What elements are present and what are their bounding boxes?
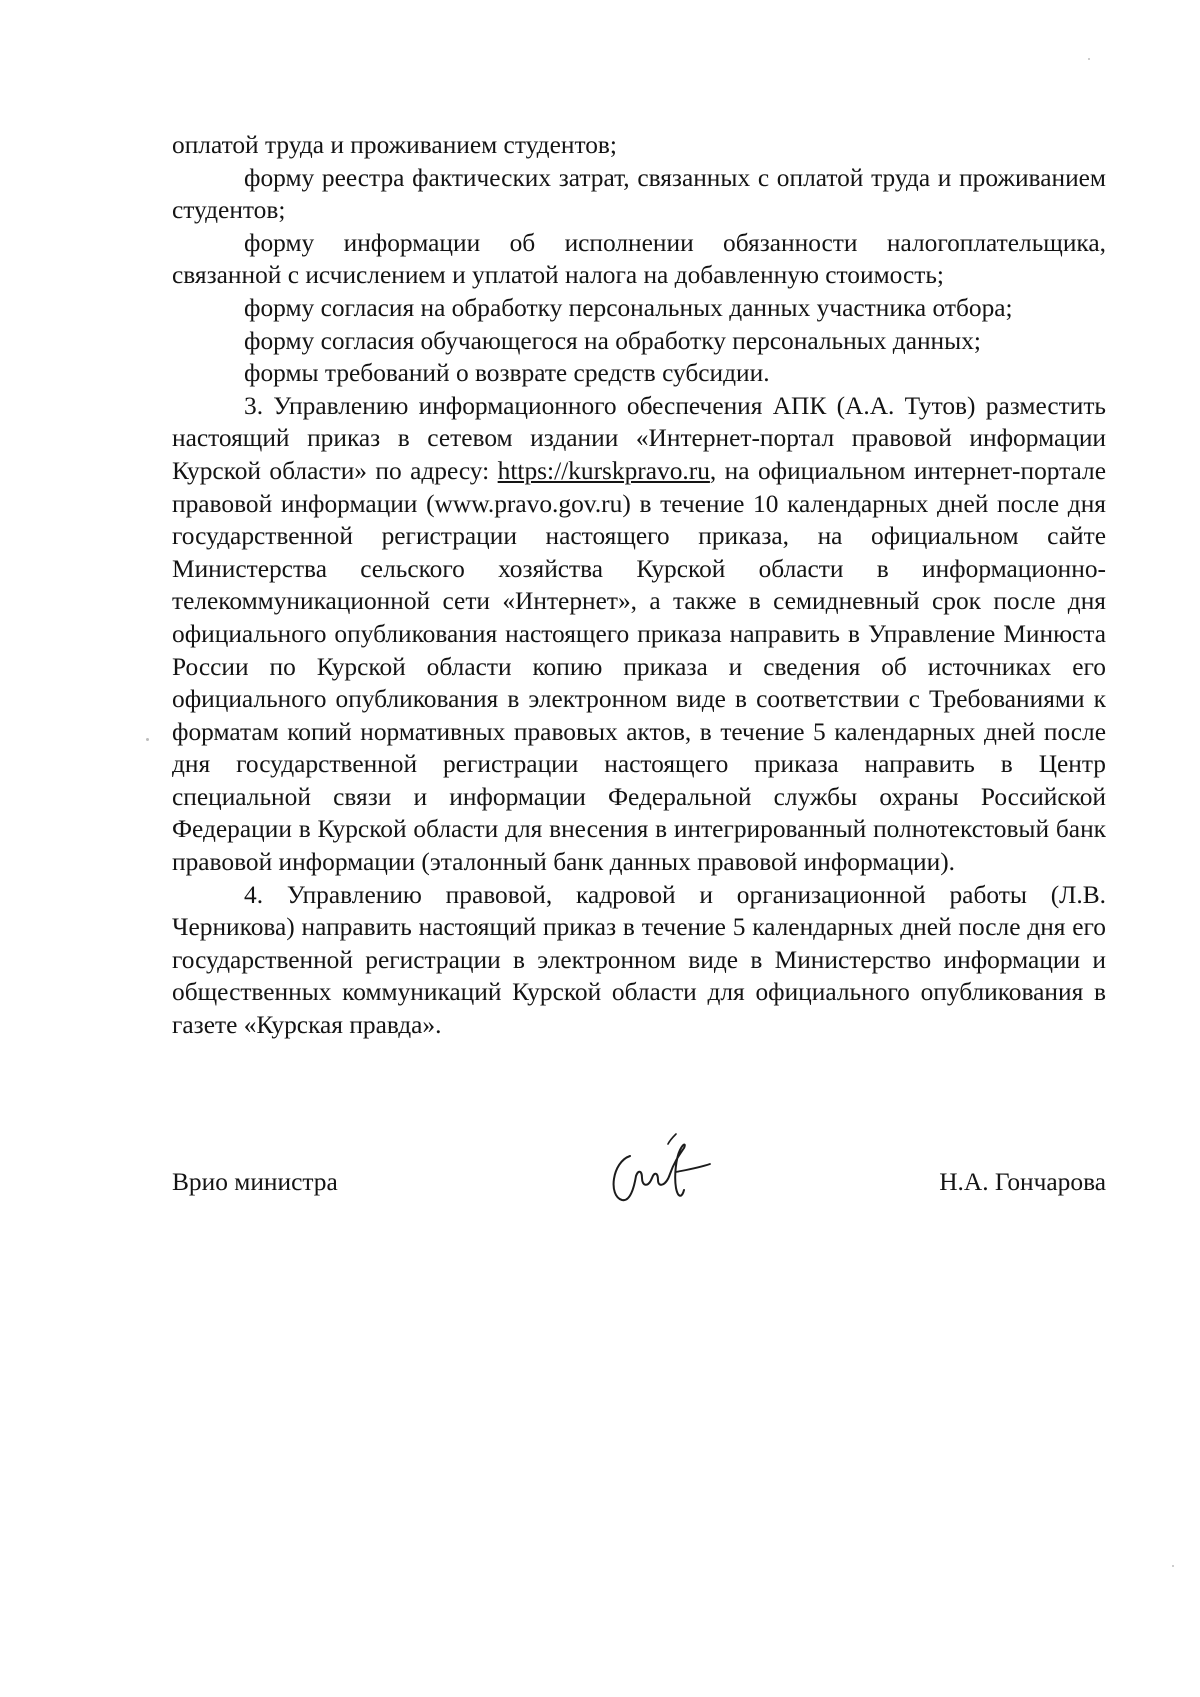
paragraph-text: форму информации об исполнении обязанности налогоплательщика, связанной с исчислением и уплатой налога на добавленную стоимость; — [172, 228, 1106, 290]
paragraph — [172, 227, 1106, 292]
paragraph-text: оплатой труда и проживанием студентов; — [172, 131, 617, 159]
paragraph-text: формы требований о возврате средств субсидии. — [244, 359, 770, 388]
scan-speck — [146, 738, 149, 741]
scan-speck — [1172, 1565, 1174, 1567]
paragraph-text: , на официальном интернет-портале правовой информации (www.pravo.gov.ru) в течение 10 календарных дней после дня государственной регистрации настоящего приказа, на официальном сайте Министерства сельского хозяйства Курской области в информационно-телекоммуникационной сети «Интернет», а также в семидневный срок после дня официального опубликования настоящего приказа направить в Управление Минюста России по Курской области копию приказа и сведения об источниках его официального опубликования в электронном виде в соответствии с Требованиями к форматам копий нормативных правовых актов, в течение 5 календарных дней после дня государственной регистрации настоящего приказа направить в Центр специальной связи и информации Федеральной службы охраны Российской Федерации в Курской области для внесения в интегрированный полнотекстовый банк правовой информации (эталонный банк данных правовой информации). — [172, 456, 1106, 877]
signatory-name: Н.А. Гончарова — [939, 1168, 1106, 1196]
paragraph — [172, 162, 1106, 227]
paragraph-text: форму согласия на обработку персональных данных участника отбора; — [244, 293, 1013, 322]
paragraph — [172, 390, 1106, 879]
paragraph — [172, 357, 1106, 390]
paragraph — [172, 292, 1106, 325]
paragraph-text: форму согласия обучающегося на обработку персональных данных; — [244, 326, 981, 355]
signatory-position: Врио министра — [172, 1168, 338, 1196]
paragraph — [172, 879, 1106, 1042]
handwritten-signature — [590, 1126, 730, 1216]
document-body — [172, 129, 1106, 1042]
signature-block — [172, 1168, 1106, 1248]
paragraph-text: 4. Управлению правовой, кадровой и организационной работы (Л.В. Черникова) направить настоящий приказ в течение 5 календарных дней после дня его государственной регистрации в электронном виде в Министерство информации и общественных коммуникаций Курской области для официального опубликования в газете «Курская правда». — [172, 880, 1106, 1040]
paragraph — [172, 129, 1106, 162]
scan-speck — [1088, 58, 1090, 60]
paragraph — [172, 325, 1106, 358]
paragraph-text: 3. Управлению информационного обеспечения АПК (А.А. Тутов) разместить настоящий приказ в сетевом издании «Интернет-портал правовой информации Курской области» по адресу: — [172, 391, 1106, 485]
paragraph-text: форму реестра фактических затрат, связанных с оплатой труда и проживанием студентов; — [172, 163, 1106, 225]
portal-url-link[interactable]: https://kurskpravo.ru — [497, 456, 710, 485]
